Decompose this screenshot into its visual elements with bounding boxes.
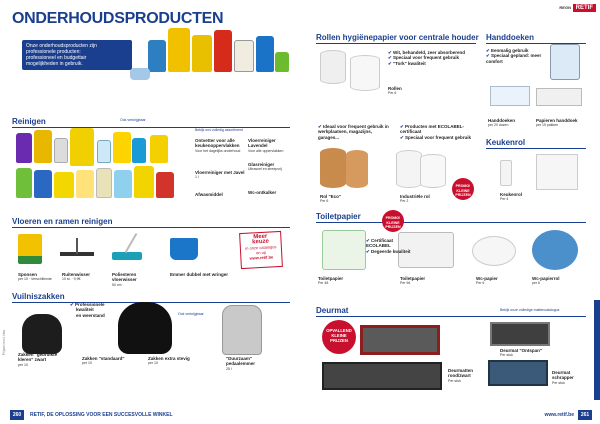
bottle-image xyxy=(256,36,274,72)
bag-name: Zakken "standaard" xyxy=(82,356,125,361)
bottle-image xyxy=(214,30,232,72)
towel-pack-image xyxy=(490,86,530,106)
toilet-item xyxy=(318,276,378,286)
product-desc: Per 2 xyxy=(400,199,409,204)
brand-logo xyxy=(559,5,596,11)
hand-item xyxy=(536,118,584,128)
roll-benefits xyxy=(388,50,474,66)
note-line: Meer xyxy=(253,233,268,241)
product-name: Wc-papierrol xyxy=(532,276,560,281)
mop-handle xyxy=(125,233,138,253)
dispenser-image xyxy=(550,44,580,80)
floor-name: Poliesteren vloerwisser xyxy=(112,272,137,283)
cleaner-name: Vloerreiniger met Javel xyxy=(195,170,245,175)
floor-item xyxy=(170,272,230,277)
divider xyxy=(486,148,586,149)
bottle-image xyxy=(234,40,254,72)
badge-line: OPVALLEND xyxy=(326,328,352,333)
callout: Ook verkrijgbaar xyxy=(178,312,204,316)
doormat-item xyxy=(500,348,560,358)
section-title-reinigen: Reinigen xyxy=(12,117,46,126)
bottle-image xyxy=(130,68,150,80)
floor-name: Emmer dubbel met wringer xyxy=(170,272,229,277)
footer-url: www.retif.be xyxy=(544,412,574,418)
doormat-image xyxy=(360,325,440,355)
bottle-image xyxy=(54,172,74,198)
cleaner-desc: Voor het dagelijks onderhoud xyxy=(195,148,241,153)
floor-ref: 10 st. · 9,9€ xyxy=(62,277,81,282)
doormat-image xyxy=(490,322,550,346)
bottle-image xyxy=(34,130,52,163)
eco-benefit xyxy=(400,124,478,140)
doormat-item xyxy=(552,370,592,385)
floor-ref: 50 cm xyxy=(112,282,122,287)
squeegee-handle xyxy=(76,238,78,254)
cleaner-name: Glasreiniger xyxy=(248,162,275,167)
product-desc: Per 6 xyxy=(388,91,397,96)
bag-item xyxy=(226,356,280,371)
kitchen-roll-pack-image xyxy=(536,154,578,190)
roll-item xyxy=(320,194,370,204)
cleaner-name: Wc-ontkalker xyxy=(248,190,277,195)
benefit-line: ✔ Producten met ECOLABEL-certificaat xyxy=(400,124,478,135)
note-line: in onze catalogus xyxy=(245,244,277,251)
bottle-image xyxy=(76,170,94,198)
product-name: Deurmatten rood/zwart xyxy=(448,368,474,379)
promo-badge xyxy=(382,210,404,232)
more-choice-note xyxy=(239,231,283,269)
badge-line: PROMO! xyxy=(455,184,471,188)
product-desc: Per 6 xyxy=(320,199,329,204)
bucket-image xyxy=(170,238,198,260)
cleaner-item xyxy=(195,138,247,153)
product-name: Deurmat schrapper xyxy=(552,370,574,381)
benefit-line: ✔ Degeerde kwaliteit xyxy=(366,249,416,254)
hand-benefits xyxy=(486,48,548,64)
divider xyxy=(12,227,290,228)
bottle-image xyxy=(16,133,32,163)
product-name: Rol "Eco" xyxy=(320,194,342,199)
benefit-line: kwaliteit xyxy=(76,307,94,313)
badge-line: PRIJZEN xyxy=(330,338,348,343)
bottle-image xyxy=(16,168,32,198)
badge-line: KLEINE PRIJZEN xyxy=(455,188,471,197)
benefit-line: ✔ Eenmalig gebruik xyxy=(486,48,548,53)
product-desc: Per stuk xyxy=(500,353,513,358)
note-line: www.retif.be xyxy=(249,254,274,261)
roll-image xyxy=(350,55,380,91)
product-name: Industriële rol xyxy=(400,194,430,199)
product-desc: Per 48 xyxy=(318,281,329,286)
section-title-vuilniszakken: Vuilniszakken xyxy=(12,292,65,301)
cleaner-item xyxy=(248,138,292,153)
product-desc: per 15 pakken xyxy=(536,123,559,128)
roll-item xyxy=(400,194,450,204)
bottle-image xyxy=(150,135,168,163)
product-desc: Per stuk xyxy=(552,380,565,385)
eco-benefit xyxy=(318,124,394,140)
cleaner-item xyxy=(195,192,247,197)
toilet-item xyxy=(532,276,584,286)
doormat-item xyxy=(448,368,488,383)
bottle-image xyxy=(132,138,146,163)
floor-name: Sponsen xyxy=(18,272,38,277)
roll-image xyxy=(420,154,446,188)
cleaner-name: Ontvetter voor alle keukenoppervlakken xyxy=(195,138,240,149)
bottle-image xyxy=(168,28,190,72)
product-desc: Per 4 xyxy=(500,197,509,202)
pedal-bin-image xyxy=(222,305,262,355)
benefit-line: ✔ Wit, behandeld, zeer absorberend xyxy=(388,50,474,55)
benefit-line: en weerstand xyxy=(76,312,105,318)
cleaner-desc: Voor alle oppervlakken xyxy=(248,148,284,153)
roll-item xyxy=(388,86,448,96)
bag-desc: per 10 xyxy=(82,361,92,366)
roll-image xyxy=(320,148,346,188)
badge-line: PROMO! xyxy=(385,216,401,220)
product-desc: per 20 dozen xyxy=(488,123,509,128)
intro-line: professioneel en budgettair xyxy=(26,55,87,61)
bottle-image xyxy=(113,132,131,163)
benefit-line: ✔ "Tork" kwaliteit xyxy=(388,61,474,66)
product-desc: Per 96 xyxy=(400,281,411,286)
bags-benefits xyxy=(70,302,120,318)
badge-line: KLEINE PRIJZEN xyxy=(385,220,401,229)
intro-box xyxy=(22,40,132,70)
benefit-line: ✔ Professionele xyxy=(70,302,120,307)
floor-ref: per 10 · Verschillende xyxy=(18,277,52,282)
promo-badge xyxy=(322,320,356,354)
bottle-image xyxy=(114,170,132,198)
toilet-item xyxy=(476,276,524,286)
page-title: ONDERHOUDSPRODUCTEN xyxy=(12,10,224,27)
note-line: keuze xyxy=(252,238,270,246)
section-title-vloeren: Vloeren en ramen reinigen xyxy=(12,217,113,226)
logo-text: RETIF xyxy=(573,4,596,12)
floor-item xyxy=(62,272,102,282)
bag-image xyxy=(22,314,62,354)
divider xyxy=(316,316,586,317)
side-note: Prijzen excl. btw xyxy=(2,330,6,356)
doormat-image xyxy=(322,362,442,390)
towel-pack-image xyxy=(536,88,582,106)
product-name: Toiletpapier xyxy=(318,276,344,281)
kitchen-item xyxy=(500,192,560,202)
product-name: Rollen xyxy=(388,86,402,91)
product-name: Deurmat "Ontspan" xyxy=(500,348,543,353)
product-name: Handdoeken xyxy=(488,118,516,123)
bottle-image xyxy=(148,40,166,72)
product-desc: Per stuk xyxy=(448,378,461,383)
bag-name: "Duurzaam" pedaalemmer xyxy=(226,356,256,367)
cleaner-desc: 1 l xyxy=(195,175,199,180)
bottle-image xyxy=(34,170,52,198)
mop-image xyxy=(112,252,142,260)
bag-item xyxy=(82,356,130,366)
callout: Bekijk ons volledig assortiment xyxy=(195,128,243,132)
bag-name: Zakken "gebruikte kleren" zwart xyxy=(18,352,58,363)
cleaner-item xyxy=(195,170,247,180)
bottle-image xyxy=(97,140,111,163)
roll-image xyxy=(396,150,422,188)
product-name: Papieren handdoek xyxy=(536,118,578,123)
toilet-dispenser-image xyxy=(532,230,578,270)
right-page xyxy=(300,0,600,424)
toilet-item xyxy=(400,276,460,286)
page-number: 261 xyxy=(578,410,592,420)
bottle-image xyxy=(70,128,94,166)
product-name: Wc-papier xyxy=(476,276,498,281)
cleaner-item xyxy=(248,162,292,172)
section-title-keukenrol: Keukenrol xyxy=(486,138,526,147)
callout: Ook verkrijgbaar xyxy=(120,118,146,122)
note-line: en op xyxy=(255,249,267,256)
roll-image xyxy=(320,50,346,84)
bag-name: Zakken extra stevig xyxy=(148,356,190,361)
divider xyxy=(316,222,586,223)
benefit-line: ✔ Speciaal gepland: meer comfort xyxy=(486,53,548,64)
cleaner-name: Afwasmiddel xyxy=(195,192,223,197)
jumbo-roll-image xyxy=(472,236,516,266)
section-title-deurmat: Deurmat xyxy=(316,306,349,315)
toilet-pack-image xyxy=(322,230,366,270)
kitchen-roll-image xyxy=(500,160,512,186)
floor-name: Ruitenwisser xyxy=(62,272,91,277)
intro-line: Onze onderhoudsproducten zijn xyxy=(26,43,97,49)
bottle-image xyxy=(192,35,212,72)
intro-line: mogelijkheden in gebruik. xyxy=(26,61,83,67)
badge-line: KLEINE xyxy=(331,333,347,338)
bottle-image xyxy=(96,168,112,198)
intro-line: professionele producten: xyxy=(26,49,81,55)
bag-desc: per 10 xyxy=(148,361,158,366)
bag-image xyxy=(118,302,172,354)
floor-item xyxy=(112,272,162,287)
product-desc: per 6 xyxy=(532,281,540,286)
bottle-image xyxy=(156,172,174,198)
hand-item xyxy=(488,118,528,128)
cleaner-name: Vloerreiniger Lavendel xyxy=(248,138,276,149)
section-title-rolls: Rollen hygiënepapier voor centrale houder xyxy=(316,33,479,42)
divider xyxy=(12,127,290,128)
product-name: Keukenrol xyxy=(500,192,523,197)
benefit-line: ✔ Speciaal voor frequent gebruik xyxy=(400,135,478,140)
product-desc: Per 6 xyxy=(476,281,485,286)
benefit-line: ✔ Certificaat ECOLABEL xyxy=(366,238,416,249)
logo-prefix: REGN xyxy=(559,5,571,10)
footer-text: RETIF, DE OPLOSSING VOOR EEN SUCCESVOLLE WINKEL xyxy=(30,412,173,418)
sponge-image xyxy=(18,234,42,264)
bag-desc: 25 l xyxy=(226,366,232,371)
doormat-image xyxy=(488,360,548,386)
floor-item xyxy=(18,272,58,282)
cleaner-item xyxy=(248,190,292,195)
section-tab xyxy=(594,300,600,400)
bag-desc: per 10 xyxy=(18,362,28,367)
product-name: Toiletpapier xyxy=(400,276,426,281)
bottle-image xyxy=(134,166,154,198)
bottle-image xyxy=(54,138,68,163)
benefit-line: ✔ Ideaal voor frequent gebruik in werkplaatsen, magazijns, garages... xyxy=(318,124,394,140)
divider xyxy=(316,43,476,44)
callout: Bekijk onze volledige mattencatalogus xyxy=(500,308,560,312)
bag-item xyxy=(148,356,198,366)
bottle-image xyxy=(275,52,289,72)
promo-badge xyxy=(452,178,474,200)
cleaner-desc: Ultrasnel en streepvrij xyxy=(248,167,282,172)
section-title-hand: Handdoeken xyxy=(486,33,535,42)
benefit-line: ✔ Speciaal voor frequent gebruik xyxy=(388,55,474,60)
roll-image xyxy=(346,150,368,188)
section-title-toilet: Toiletpapier xyxy=(316,212,361,221)
toilet-benefits xyxy=(366,238,416,254)
page-number: 260 xyxy=(10,410,24,420)
bag-item xyxy=(18,352,66,367)
